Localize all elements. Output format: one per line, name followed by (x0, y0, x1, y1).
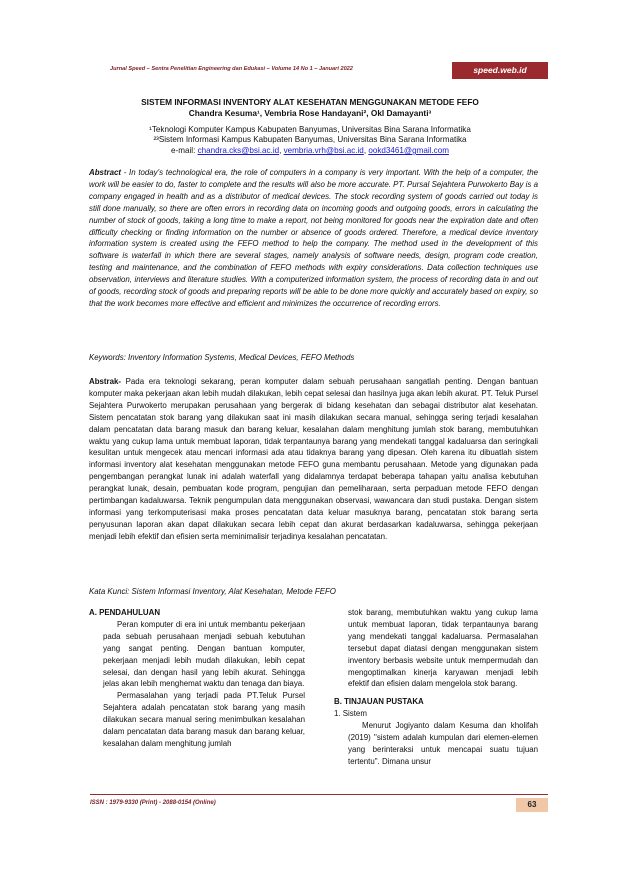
affiliation-2: ²³Sistem Informasi Kampus Kabupaten Banyumas, Universitas Bina Sarana Informatika (153, 135, 467, 144)
paper-title: SISTEM INFORMASI INVENTORY ALAT KESEHATAN MENGGUNAKAN METODE FEFO (141, 97, 479, 107)
paragraph-pendahuluan-2: Permasalahan yang terjadi pada PT.Teluk Pursel Sejahtera adalah pencatatan stok barang yang masih dilakukan secara manual sering menimbulkan kesalahan dalam pencatatan data barang masuk dan barang keluar, kesalahan dalam menghitung jumlah (103, 691, 305, 748)
section-heading-tinjauan: B. TINJAUAN PUSTAKA (334, 697, 424, 707)
journal-header (90, 62, 548, 80)
abstract-en-text: - In today's technological era, the role of computers in a company is very important. With the help of a computer, the work will be easier to do, faster to complete and the results will also be more accurate. PT. Pursal Sejahtera Purwokerto Bay is a company engaged in health and as a distributor of medical devices. The stock recording system of goods carried out today is still done manually, so there are often errors in recording data on incoming goods and outgoing goods, errors in calculating the number of stock of goods, taking a long time to make a report, not being monitored for goods near the expiration date and often difficulty checking or finding information on the number or absence of goods ordered. Therefore, a medical device inventory information system is created using the FEFO method to help the company. The method used in the development of this software is waterfall in which there are several stages, namely analysis of software needs, design, program code creation, testing and maintenance, and the combination of FEFO methods with expiry considerations. Data collection techniques use observation, interviews and literature studies. With a computerized information system, the process of recording data in and out of goods, recording stock of goods and preparing reports will be able to be done more quickly and accurately based on expiry, so that the work becomes more effective and efficient and minimizes the occurrence of recording errors. (89, 168, 539, 308)
abstract-indonesian (89, 376, 538, 543)
email-line: e-mail: chandra.cks@bsi.ac.id, vembria.vrh@bsi.ac.id, ookd3461@gmail.com (171, 146, 449, 155)
left-column (89, 607, 305, 750)
page-number: 63 (516, 798, 548, 812)
email-label: e-mail: (171, 146, 198, 155)
subsection-sistem: 1. Sistem (334, 709, 367, 719)
page-footer (90, 794, 548, 815)
affiliation-1: ¹Teknologi Komputer Kampus Kabupaten Banyumas, Universitas Bina Sarana Informatika (149, 125, 471, 134)
keywords-indonesian: Kata Kunci: Sistem Informasi Inventory, Alat Kesehatan, Metode FEFO (89, 587, 336, 596)
right-column (334, 607, 538, 768)
journal-line: Jurnal Speed – Sentra Penelitian Engineering dan Edukasi – Volume 14 No 1 – Januari 2022 (110, 66, 353, 72)
abstract-en-label: Abstract (89, 168, 122, 177)
email-link-2[interactable]: vembria.vrh@bsi.ac.id (283, 146, 364, 155)
paragraph-pendahuluan-1: Peran komputer di era ini untuk membantu pekerjaan pada sebuah perusahaan menjadi sebuah kebutuhan yang sangat penting. Dengan bantuan komputer, pekerjaan menjadi lebih mudah dilakukan, lebih cepat selesai, dan dengan hasil yang lebih akurat. Sehingga jelas akan lebih menghemat waktu dan tenaga dan biaya. (103, 619, 305, 689)
paper-authors: Chandra Kesuma¹, Vembria Rose Handayani², Okl Damayanti³ (188, 108, 432, 118)
abstract-id-label: Abstrak- (89, 377, 122, 386)
paragraph-sistem: Menurut Jogiyanto dalam Kesuma dan kholifah (2019) "sistem adalah kumpulan dari elemen-elemen yang berinteraksi untuk mencapai suatu tujuan tertentu". Dimana unsur (348, 721, 538, 766)
abstract-id-text: Pada era teknologi sekarang, peran komputer dalam sebuah perusahaan sangatlah penting. Dengan bantuan komputer maka pekerjaan akan lebih mudah dilakukan, lebih cepat selesai dan hasilnya juga akan lebih akurat. PT. Teluk Pursel Sejahtera Purwokerto merupakan perusahaan yang bergerak di bidang kesehatan dan sebagai distributor alat kesehatan. Sistem pencatatan stok barang yang dilakukan saat ini masih dilakukan secara manual, sehingga sering terjadi kesalahan dalam pencatatan data barang masuk dan barang keluar, kesalahan dalam menghitung jumlah stok barang, membutuhkan waktu yang cukup lama untuk membuat laporan, tidak terpantaunya barang yang mendekati tanggal kadaluarsa dan seringkali kesulitan untuk mengecek atau mencari informasi ada atau tidaknya barang yang dipesan. Oleh karena itu dibuatlah sistem informasi inventory alat kesehatan menggunakan metode FEFO guna membantu perusahaan. Metode yang digunakan pada pengembangan perangkat lunak ini adalah waterfall yang didalamnya terdapat beberapa tahapan yaitu analisa kebutuhan perangkat lunak, desain, pembuatan kode program, pengujian dan pemeliharaan, serta perpaduan metode FEFO dengan pertimbangan kadaluwarsa. Teknik pengumpulan data menggunakan observasi, wawancara dan studi pustaka. Dengan sistem informasi yang terkomputerisasi maka proses pencatatan data keluar masuknya barang, pencatatan stok barang serta penyusunan laporan akan dapat dilakukan secara lebih cepat dan akurat berdasarkan kadaluwarsa, sehingga pekerjaan menjadi lebih efektif dan efisien serta meminimalisir terjadinya kesalahan pencatatan. (89, 377, 538, 541)
issn-text: ISSN : 1979-9330 (Print) - 2088-0154 (Online) (90, 800, 216, 806)
email-link-3[interactable]: ookd3461@gmail.com (368, 146, 449, 155)
journal-site-badge[interactable]: speed.web.id (452, 62, 548, 79)
email-link-1[interactable]: chandra.cks@bsi.ac.id (197, 146, 280, 155)
paragraph-continued: stok barang, membutuhkan waktu yang cukup lama untuk membuat laporan, tidak terpantaunya barang yang mendekati tanggal kadaluarsa. Permasalahan tersebut dapat diatasi dengan menggunakan sistem inventory berbasis website untuk mempermudah dan mengoptimalkan kinerja karyawan menjadi lebih efektif dan efisien dalam mengelola stok barang. (348, 608, 538, 689)
abstract-english (89, 167, 538, 310)
keywords-english: Keywords: Inventory Information Systems, Medical Devices, FEFO Methods (89, 353, 355, 362)
section-heading-pendahuluan: A. PENDAHULUAN (89, 608, 161, 617)
